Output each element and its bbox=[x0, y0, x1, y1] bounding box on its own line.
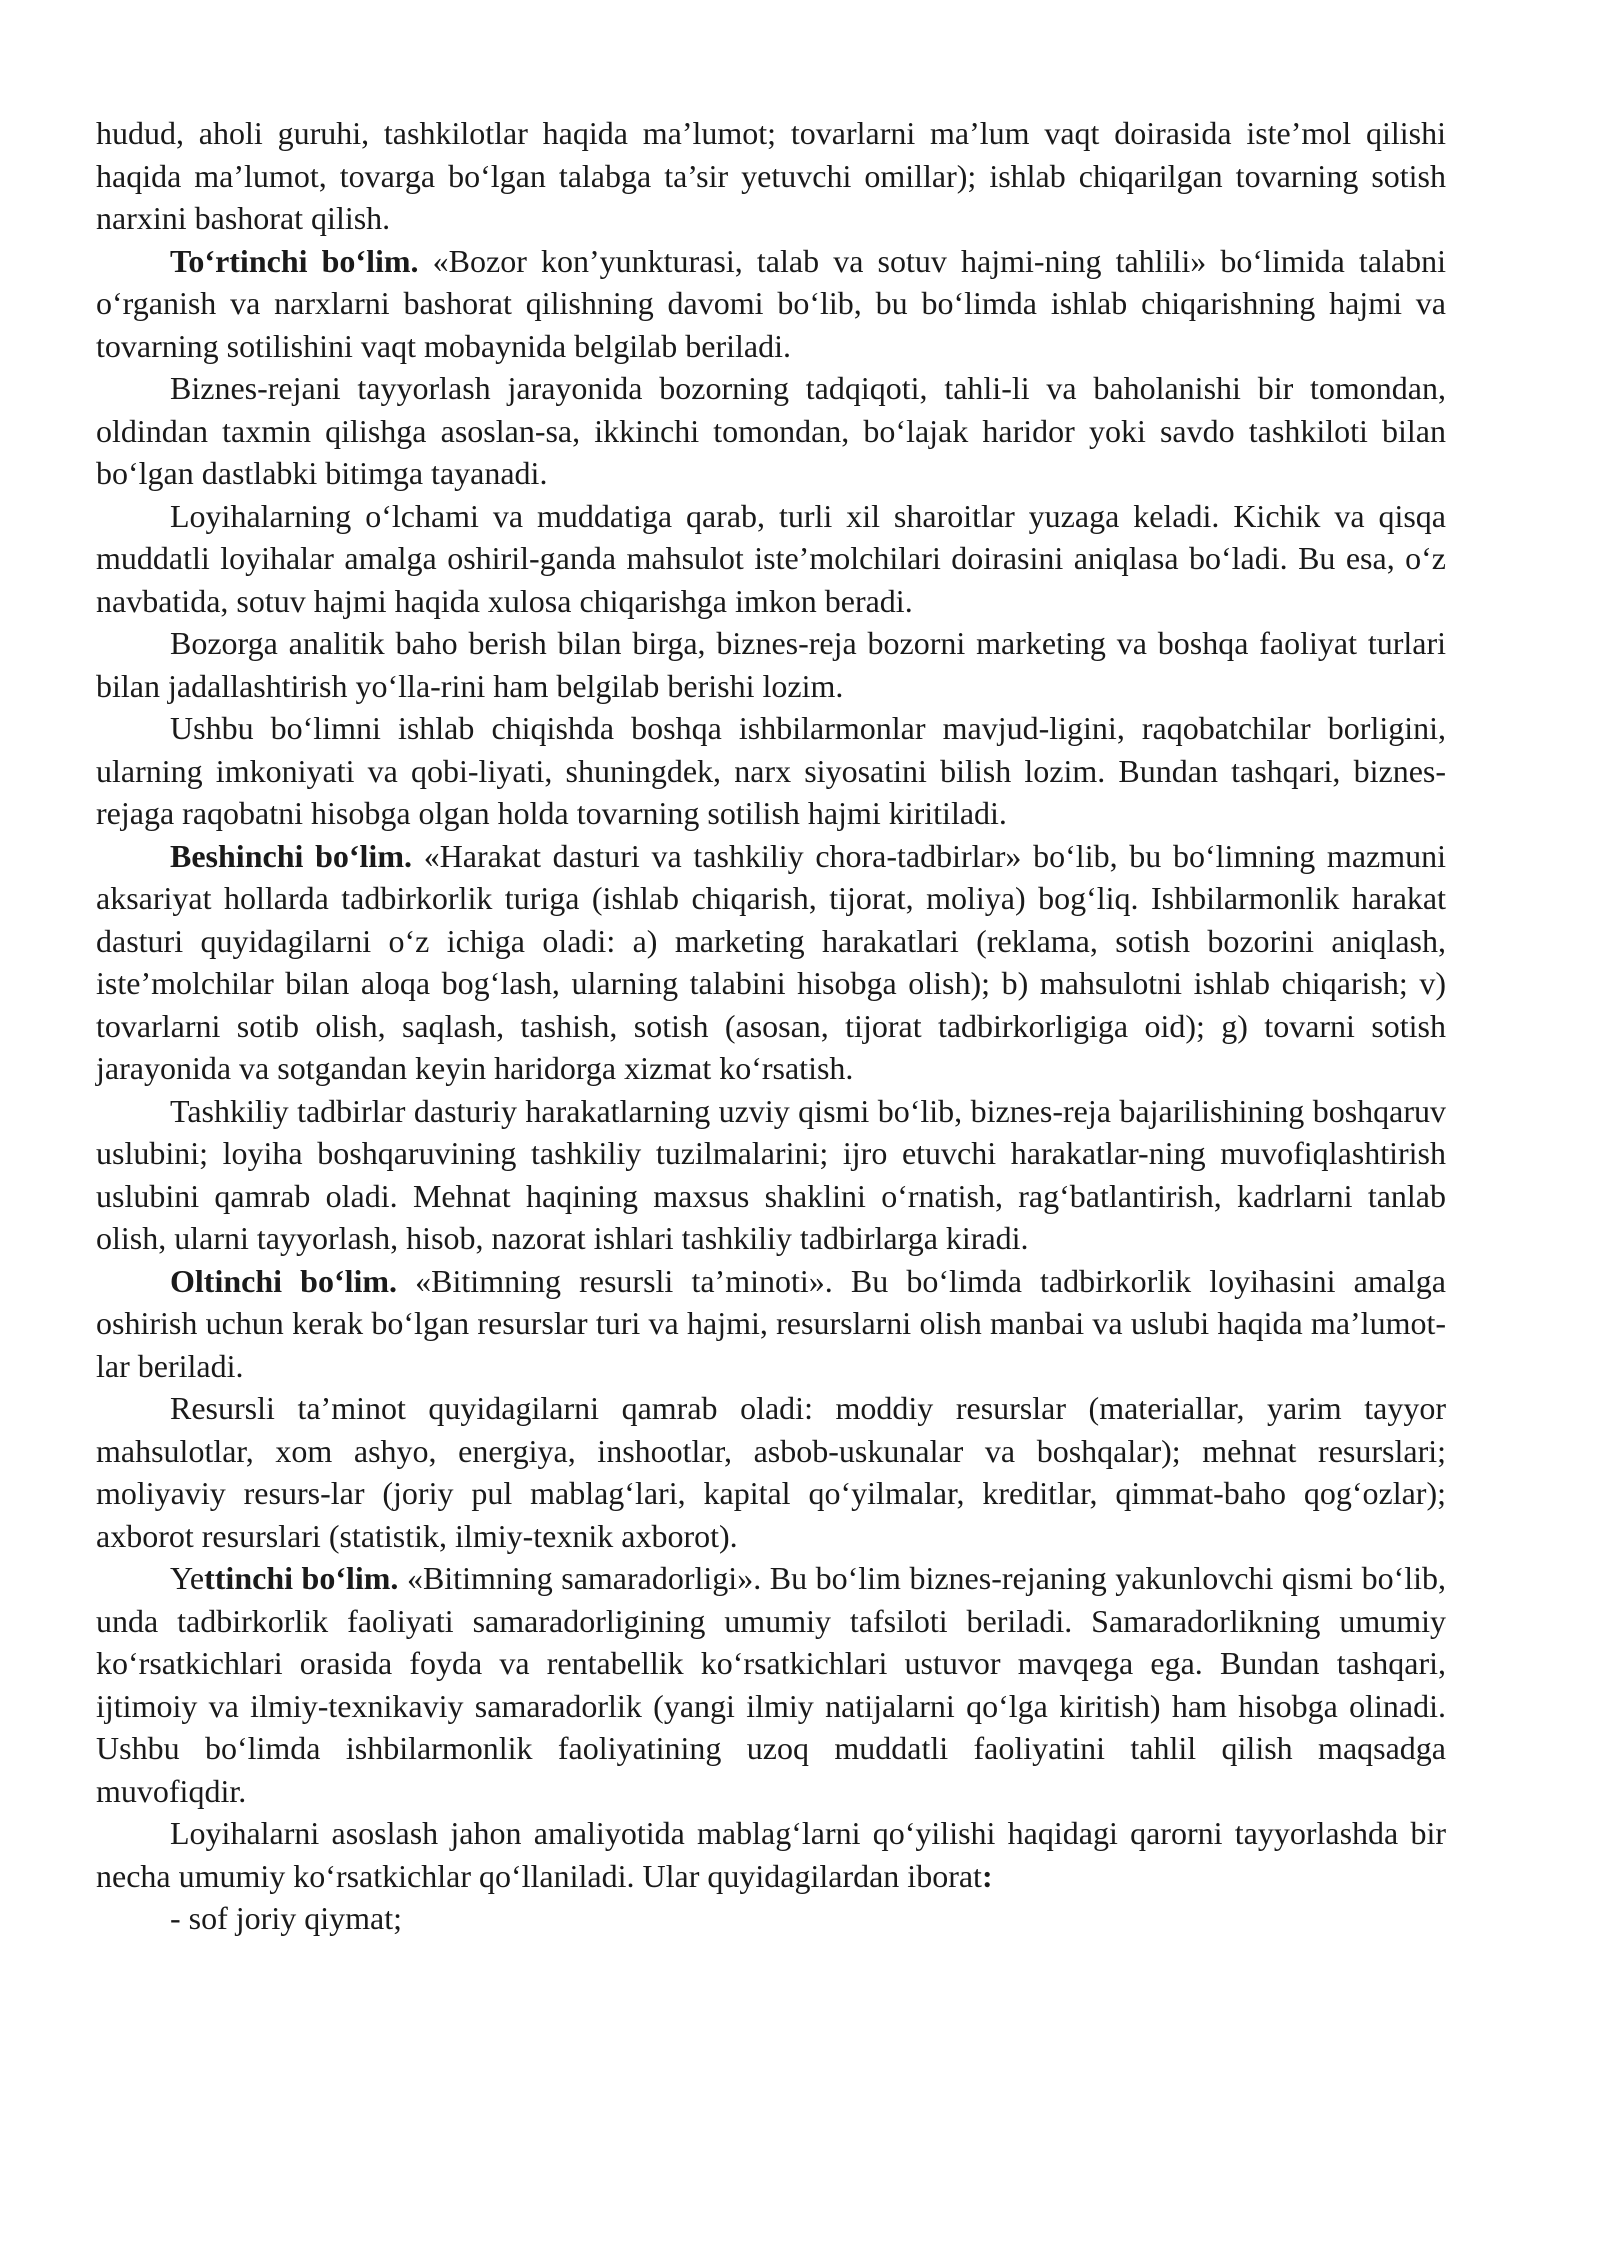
paragraph-text: Bozorga analitik baho berish bilan birga, biznes-reja bozorni marketing va boshqa faoliyat turlari bilan jadallashtirish yo‘lla-rini ham belgilab berishi lozim. bbox=[96, 625, 1446, 704]
section-heading-plain: Ye bbox=[170, 1560, 205, 1596]
paragraph-text: Tashkiliy tadbirlar dasturiy harakatlarning uzviy qismi bo‘lib, biznes-reja bajarilishining boshqaruv uslubini; loyiha boshqaruvining tashkiliy tuzilmalarini; ijro etuvchi harakatlar-ning muvofiqlashtirish uslubini qamrab oladi. Mehnat haqining maxsus shaklini o‘rnatish, rag‘batlantirish, kadrlarni tanlab olish, ularni tayyorlash, hisob, nazorat ishlari tashkiliy tadbirlarga kiradi. bbox=[96, 1092, 1446, 1256]
paragraph-section-7 bbox=[96, 1557, 1446, 1812]
document-page bbox=[96, 112, 1446, 1940]
section-heading: Beshinchi bo‘lim. bbox=[170, 837, 412, 874]
paragraph bbox=[96, 622, 1446, 707]
section-heading: Oltinchi bo‘lim. bbox=[170, 1262, 398, 1299]
paragraph-text: Ushbu bo‘limni ishlab chiqishda boshqa ishbilarmonlar mavjud-ligini, raqobatchilar borligini, ularning imkoniyati va qobi-liyati, shuningdek, narx siyosatini bilish lozim. Bundan tashqari, biznes-rejaga raqobatni hisobga olgan holda tovarning sotilish hajmi kiritiladi. bbox=[96, 710, 1446, 831]
paragraph-section-5 bbox=[96, 835, 1446, 1090]
paragraph bbox=[96, 1387, 1446, 1557]
paragraph bbox=[96, 495, 1446, 623]
paragraph-text: «Bitimning resursli ta’minoti». Bu bo‘limda tadbirkorlik loyihasini amalga oshirish uchun kerak bo‘lgan resurslar turi va hajmi, resurslarni olish manbai va uslubi haqida ma’lumot-lar beriladi. bbox=[96, 1262, 1447, 1384]
section-heading: To‘rtinchi bo‘lim. bbox=[170, 242, 419, 279]
paragraph-text: «Harakat dasturi va tashkiliy chora-tadbirlar» bo‘lib, bu bo‘limning mazmuni aksariyat hollarda tadbirkorlik turiga (ishlab chiqarish, tijorat, moliya) bog‘liq. Ishbilarmonlik harakat dasturi quyidagilarni o‘z ichiga oladi: a) marketing harakatlari (reklama, sotish bozorini aniqlash, iste’molchilar bilan aloqa bog‘lash, ularning talabini hisobga olish); b) mahsulotni ishlab chiqarish; v) tovarlarni sotib olish, saqlash, tashish, sotish (asosan, tijorat tadbirkorligiga oid); g) tovarni sotish jarayonida va sotgandan keyin haridorga xizmat ko‘rsatish. bbox=[96, 837, 1447, 1086]
paragraph bbox=[96, 1812, 1446, 1897]
paragraph-section-4 bbox=[96, 240, 1446, 368]
paragraph bbox=[96, 1090, 1446, 1260]
section-heading: ttinchi bo‘lim. bbox=[204, 1560, 399, 1596]
paragraph-text: «Bozor kon’yunkturasi, talab va sotuv hajmi-ning tahlili» bo‘limida talabni o‘rganish va narxlarni bashorat qilishning davomi bo‘lib, bu bo‘limda ishlab chiqarishning hajmi va tovarning sotilishini vaqt mobaynida belgilab beriladi. bbox=[96, 242, 1447, 364]
paragraph-text: Resursli ta’minot quyidagilarni qamrab oladi: moddiy resurslar (materiallar, yarim tayyor mahsulotlar, xom ashyo, energiya, inshootlar, asbob-uskunalar va boshqalar); mehnat resurslari; moliyaviy resurs-lar (joriy pul mablag‘lari, kapital qo‘yilmalar, kreditlar, qimmat-baho qog‘ozlar); axborot resurslari (statistik, ilmiy-texnik axborot). bbox=[96, 1390, 1446, 1554]
paragraph-text: hudud, aholi guruhi, tashkilotlar haqida ma’lumot; tovarlarni ma’lum vaqt doirasida iste’mol qilishi haqida ma’lumot, tovarga bo‘lgan talabga ta’sir yetuvchi omillar); ishlab chiqarilgan tovarning sotish narxini bashorat qilish. bbox=[96, 115, 1446, 236]
list-item bbox=[96, 1897, 1446, 1940]
paragraph-text: Biznes-rejani tayyorlash jarayonida bozorning tadqiqoti, tahli-li va baholanishi bir tomondan, oldindan taxmin qilishga asoslan-sa, ikkinchi tomondan, bo‘lajak haridor yoki savdo tashkiloti bilan bo‘lgan dastlabki bitimga tayanadi. bbox=[96, 370, 1446, 491]
paragraph-text: «Bitimning samaradorligi». Bu bo‘lim biznes-rejaning yakunlovchi qismi bo‘lib, unda tadbirkorlik faoliyati samaradorligining umumiy tafsiloti beriladi. Samaradorlikning umumiy ko‘rsatkichlari orasida foyda va rentabellik ko‘rsatkichlari ustuvor mavqega ega. Bundan tashqari, ijtimoiy va ilmiy-texnikaviy samaradorlik (yangi ilmiy natijalarni qo‘lga kiritish) ham hisobga olinadi. Ushbu bo‘limda ishbilarmonlik faoliyatining uzoq muddatli faoliyatini tahlil qilish maqsadga muvofiqdir. bbox=[96, 1560, 1447, 1809]
paragraph-continuation bbox=[96, 112, 1446, 240]
paragraph bbox=[96, 367, 1446, 495]
paragraph bbox=[96, 707, 1446, 835]
list-item-text: - sof joriy qiymat; bbox=[170, 1900, 402, 1936]
paragraph-colon: : bbox=[981, 1857, 993, 1894]
paragraph-text: Loyihalarning o‘lchami va muddatiga qarab, turli xil sharoitlar yuzaga keladi. Kichik va qisqa muddatli loyihalar amalga oshiril-ganda mahsulot iste’molchilari doirasini aniqlasa bo‘ladi. Bu esa, o‘z navbatida, sotuv hajmi haqida xulosa chiqarishga imkon beradi. bbox=[96, 497, 1446, 619]
paragraph-section-6 bbox=[96, 1260, 1446, 1388]
paragraph-text: Loyihalarni asoslash jahon amaliyotida mablag‘larni qo‘yilishi haqidagi qarorni tayyorlashda bir necha umumiy ko‘rsatkichlar qo‘llaniladi. Ular quyidagilardan iborat bbox=[96, 1815, 1446, 1894]
